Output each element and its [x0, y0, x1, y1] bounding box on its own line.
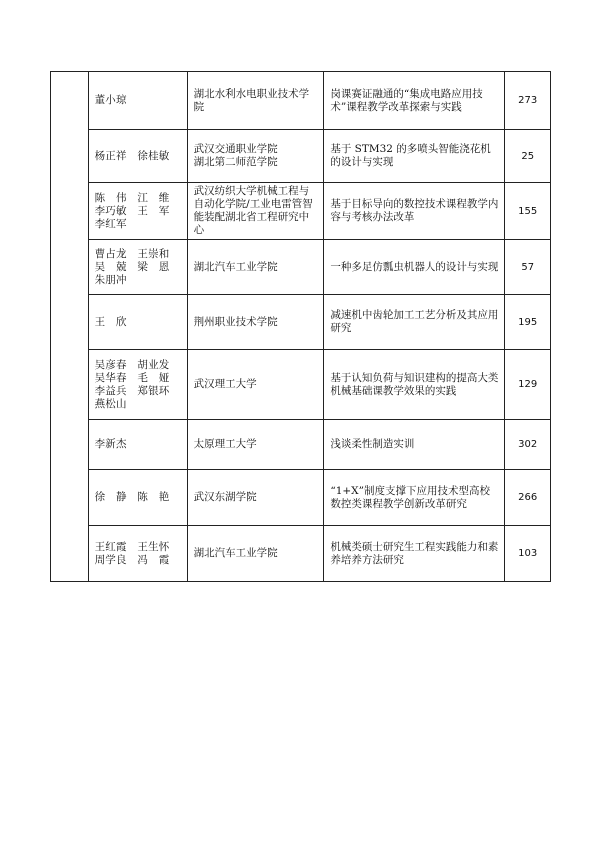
row-paper-title: 基于 STM32 的多喷头智能浇花机的设计与实现 — [324, 130, 505, 183]
row-page-number: 273 — [505, 72, 551, 130]
row-page-number: 155 — [505, 183, 551, 240]
row-organization: 荆州职业技术学院 — [187, 295, 324, 350]
table-row — [51, 183, 551, 240]
row-authors: 李新杰 — [88, 420, 187, 470]
row-paper-title: 浅谈柔性制造实训 — [324, 420, 505, 470]
row-authors: 王 欣 — [88, 295, 187, 350]
row-organization: 湖北汽车工业学院 — [187, 240, 324, 295]
row-page-number: 302 — [505, 420, 551, 470]
row-authors: 曹占龙 王崇和 吴 兢 梁 恩 朱朋冲 — [88, 240, 187, 295]
table-row — [51, 240, 551, 295]
row-authors: 王红霞 王生怀 周学良 冯 霞 — [88, 526, 187, 582]
row-authors: 徐 静 陈 艳 — [88, 470, 187, 526]
row-authors: 陈 伟 江 维 李巧敏 王 军 李红军 — [88, 183, 187, 240]
merged-left-column — [51, 72, 89, 582]
papers-table — [50, 71, 551, 582]
row-paper-title: 机械类硕士研究生工程实践能力和素养培养方法研究 — [324, 526, 505, 582]
table-row — [51, 295, 551, 350]
table-row — [51, 72, 551, 130]
row-authors: 吴彦春 胡业发 吴华春 毛 娅 李益兵 郑银环 燕松山 — [88, 350, 187, 420]
row-organization: 武汉纺织大学机械工程与自动化学院/工业电雷管智能装配湖北省工程研究中心 — [187, 183, 324, 240]
row-page-number: 103 — [505, 526, 551, 582]
row-authors: 董小琼 — [88, 72, 187, 130]
row-paper-title: 岗课赛证融通的“集成电路应用技术”课程教学改革探索与实践 — [324, 72, 505, 130]
row-page-number: 266 — [505, 470, 551, 526]
table-row — [51, 130, 551, 183]
row-paper-title: 基于目标导向的数控技术课程教学内容与考核办法改革 — [324, 183, 505, 240]
row-paper-title: 基于认知负荷与知识建构的提高大类机械基础课教学效果的实践 — [324, 350, 505, 420]
row-page-number: 25 — [505, 130, 551, 183]
row-organization: 湖北水利水电职业技术学院 — [187, 72, 324, 130]
row-organization: 太原理工大学 — [187, 420, 324, 470]
row-organization: 武汉东湖学院 — [187, 470, 324, 526]
row-page-number: 129 — [505, 350, 551, 420]
row-paper-title: “1+X”制度支撑下应用技术型高校数控类课程教学创新改革研究 — [324, 470, 505, 526]
table-row — [51, 526, 551, 582]
row-page-number: 57 — [505, 240, 551, 295]
row-authors: 杨正祥 徐桂敏 — [88, 130, 187, 183]
row-organization: 武汉理工大学 — [187, 350, 324, 420]
row-organization: 湖北汽车工业学院 — [187, 526, 324, 582]
row-paper-title: 减速机中齿轮加工工艺分析及其应用研究 — [324, 295, 505, 350]
row-page-number: 195 — [505, 295, 551, 350]
table-row — [51, 470, 551, 526]
row-organization: 武汉交通职业学院 湖北第二师范学院 — [187, 130, 324, 183]
row-paper-title: 一种多足仿瓢虫机器人的设计与实现 — [324, 240, 505, 295]
table-row — [51, 350, 551, 420]
table-row — [51, 420, 551, 470]
